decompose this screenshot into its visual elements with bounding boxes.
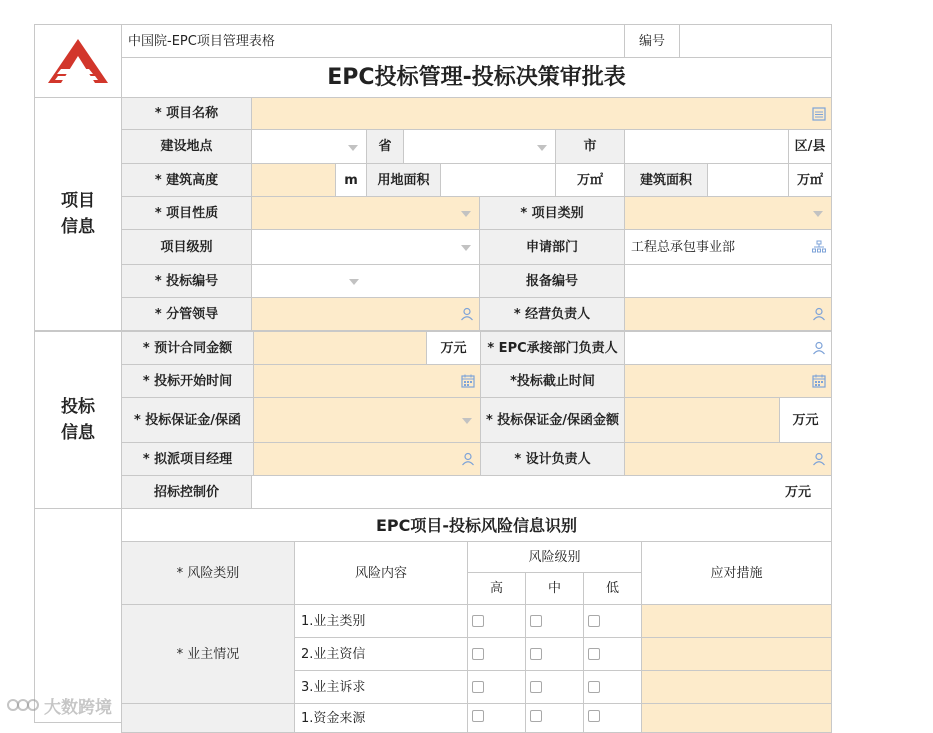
location-label: 建设地点	[121, 129, 252, 164]
pm-picker[interactable]	[253, 442, 481, 476]
chevron-down-icon	[461, 245, 471, 251]
bid-no-label: * 投标编号	[121, 264, 252, 298]
province-label: 省	[366, 129, 404, 164]
serial-value	[679, 24, 832, 58]
control-price-unit: 万元	[784, 484, 811, 500]
risk-low-cell	[583, 604, 642, 638]
level-label: 项目级别	[121, 229, 252, 265]
project-name-input[interactable]	[251, 97, 832, 130]
risk-low-cell	[583, 670, 642, 704]
build-area-input[interactable]	[707, 163, 789, 197]
watermark-logo-icon	[6, 694, 40, 716]
est-amount-input[interactable]	[253, 331, 427, 365]
risk-item-owner-type: 1.业主类别	[294, 604, 468, 638]
risk-col-content: 风险内容	[294, 541, 468, 605]
checkbox-icon[interactable]	[588, 648, 600, 660]
apply-dept-label: 申请部门	[479, 229, 625, 265]
checkbox-icon[interactable]	[530, 648, 542, 660]
checkbox-icon[interactable]	[530, 615, 542, 627]
manager-label: * 经营负责人	[479, 297, 625, 331]
level-select[interactable]	[251, 229, 480, 265]
apply-dept-field[interactable]	[624, 229, 832, 265]
checkbox-icon[interactable]	[472, 615, 484, 627]
risk-mid-cell	[525, 703, 584, 733]
apply-dept-value: 工程总承包事业部	[631, 239, 736, 255]
risk-mid-cell	[525, 637, 584, 671]
build-area-label: 建筑面积	[624, 163, 708, 197]
end-time-input[interactable]	[624, 364, 832, 398]
bid-no-select[interactable]	[251, 264, 480, 298]
risk-group-owner: * 业主情况	[121, 604, 295, 704]
watermark-text: 大数跨境	[44, 697, 112, 718]
nature-label: * 项目性质	[121, 196, 252, 230]
risk-col-high: 高	[467, 572, 526, 605]
nature-select[interactable]	[251, 196, 480, 230]
city-select[interactable]	[403, 129, 556, 164]
start-time-input[interactable]	[253, 364, 481, 398]
deposit-select[interactable]	[253, 397, 481, 443]
design-head-label: * 设计负责人	[480, 442, 625, 476]
report-no-label: 报备编号	[479, 264, 625, 298]
control-price-input[interactable]	[251, 475, 832, 509]
calendar-icon[interactable]	[460, 373, 476, 389]
checkbox-icon[interactable]	[472, 648, 484, 660]
risk-high-cell	[467, 637, 526, 671]
risk-item-fund-source: 1.资金来源	[294, 703, 468, 733]
checkbox-icon[interactable]	[530, 681, 542, 693]
risk-item-owner-demand: 3.业主诉求	[294, 670, 468, 704]
risk-item-owner-credit: 2.业主资信	[294, 637, 468, 671]
risk-section-title: EPC项目-投标风险信息识别	[121, 508, 832, 542]
chevron-down-icon	[348, 145, 358, 151]
risk-col-measure: 应对措施	[641, 541, 832, 605]
section-bid-info: 投标信息	[34, 331, 122, 509]
risk-col-mid: 中	[525, 572, 584, 605]
deposit-amount-unit: 万元	[779, 397, 832, 443]
risk-group-funding	[121, 703, 295, 733]
manager-picker[interactable]	[624, 297, 832, 331]
checkbox-icon[interactable]	[472, 710, 484, 722]
city-label: 市	[555, 129, 625, 164]
risk-col-type: * 风险类别	[121, 541, 295, 605]
checkbox-icon[interactable]	[472, 681, 484, 693]
start-time-label: * 投标开始时间	[121, 364, 254, 398]
user-icon[interactable]	[459, 306, 475, 322]
category-select[interactable]	[624, 196, 832, 230]
est-amount-label: * 预计合同金额	[121, 331, 254, 365]
checkbox-icon[interactable]	[588, 615, 600, 627]
risk-mid-cell	[525, 604, 584, 638]
risk-measure-input[interactable]	[641, 604, 832, 638]
height-label: * 建筑高度	[121, 163, 252, 197]
land-area-input[interactable]	[440, 163, 556, 197]
org-form-name: 中国院-EPC项目管理表格	[121, 24, 625, 58]
district-select[interactable]	[624, 129, 789, 164]
epc-dept-head-picker[interactable]	[624, 331, 832, 365]
pm-label: * 拟派项目经理	[121, 442, 254, 476]
logo-cell	[34, 24, 122, 98]
checkbox-icon[interactable]	[588, 681, 600, 693]
height-input[interactable]	[251, 163, 336, 197]
deposit-amount-input[interactable]	[624, 397, 780, 443]
risk-col-low: 低	[583, 572, 642, 605]
risk-high-cell	[467, 670, 526, 704]
risk-low-cell	[583, 637, 642, 671]
province-select[interactable]	[251, 129, 367, 164]
deposit-amount-label: * 投标保证金/保函金额	[480, 397, 625, 443]
section-project-info: 项目信息	[34, 97, 122, 331]
risk-measure-input[interactable]	[641, 703, 832, 733]
user-icon[interactable]	[460, 451, 476, 467]
checkbox-icon[interactable]	[530, 710, 542, 722]
category-label: * 项目类别	[479, 196, 625, 230]
chevron-down-icon	[537, 145, 547, 151]
district-label: 区/县	[788, 129, 832, 164]
risk-high-cell	[467, 703, 526, 733]
org-picker-icon[interactable]	[811, 239, 827, 255]
leader-label: * 分管领导	[121, 297, 252, 331]
detail-picker-icon[interactable]	[811, 106, 827, 122]
end-time-label: *投标截止时间	[480, 364, 625, 398]
risk-low-cell	[583, 703, 642, 733]
est-amount-unit: 万元	[426, 331, 481, 365]
design-head-picker[interactable]	[624, 442, 832, 476]
epc-dept-head-label: * EPC承接部门负责人	[480, 331, 625, 365]
control-price-label: 招标控制价	[121, 475, 252, 509]
checkbox-icon[interactable]	[588, 710, 600, 722]
page-title: EPC投标管理-投标决策审批表	[121, 57, 832, 98]
project-name-label: * 项目名称	[121, 97, 252, 130]
risk-high-cell	[467, 604, 526, 638]
height-unit: m	[335, 163, 367, 197]
chevron-down-icon	[461, 211, 471, 217]
chevron-down-icon	[349, 279, 359, 285]
company-logo-icon	[45, 36, 111, 86]
user-icon[interactable]	[811, 306, 827, 322]
report-no-input[interactable]	[624, 264, 832, 298]
watermark	[6, 690, 112, 720]
calendar-icon[interactable]	[811, 373, 827, 389]
risk-mid-cell	[525, 670, 584, 704]
build-area-unit: 万㎡	[788, 163, 832, 197]
user-icon[interactable]	[811, 451, 827, 467]
deposit-label: * 投标保证金/保函	[121, 397, 254, 443]
serial-label: 编号	[624, 24, 680, 58]
chevron-down-icon	[462, 418, 472, 424]
risk-measure-input[interactable]	[641, 637, 832, 671]
leader-picker[interactable]	[251, 297, 480, 331]
risk-measure-input[interactable]	[641, 670, 832, 704]
risk-col-level: 风险级别	[467, 541, 642, 573]
chevron-down-icon	[813, 211, 823, 217]
user-icon[interactable]	[811, 340, 827, 356]
land-area-label: 用地面积	[366, 163, 441, 197]
land-area-unit: 万㎡	[555, 163, 625, 197]
